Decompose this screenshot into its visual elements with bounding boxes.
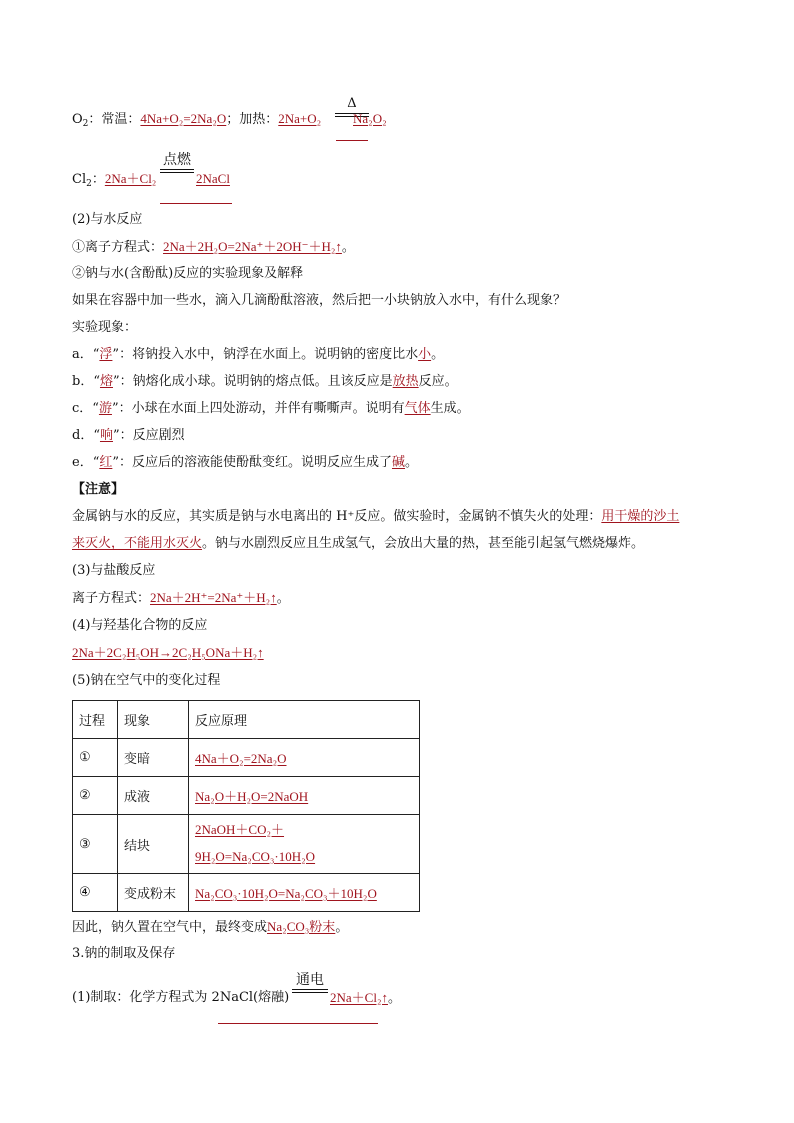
phenomenon-cell: 成液: [118, 777, 189, 815]
hydroxyl-reaction-title: (4)与羟基化合物的反应: [72, 618, 208, 633]
delta-symbol: Δ: [347, 96, 357, 111]
step-cell: ③: [73, 815, 118, 874]
note-line-2: 来灭火，不能用水灭火。钠与水剧烈反应且生成氢气，会放出大量的热，甚至能引起氢气燃烧爆炸。: [72, 536, 645, 551]
preparation-title: 3.钠的制取及保存: [72, 946, 176, 961]
o2-heat-equation-left: 2Na+O₂: [278, 111, 322, 126]
ion-equation-line: ①离子方程式：2Na＋2H₂O=2Na⁺＋2OH⁻＋H₂↑。: [72, 239, 355, 255]
o2-line: $O_2$：常温：4Na+O₂=2Na₂O；加热：2Na+O₂: [72, 111, 322, 129]
hydroxyl-equation: 2Na＋2C₂H₅OH→2C₂H₅ONa＋H₂↑: [72, 645, 264, 660]
table-row: [73, 874, 420, 912]
reaction-cell: Na₂O＋H₂O=2NaOH: [189, 777, 420, 815]
cl2-product: 2NaCl: [196, 171, 230, 186]
table-row: [73, 739, 420, 777]
conclusion-line: 因此，钠久置在空气中，最终变成Na₂CO₃粉末。: [72, 919, 349, 935]
answer-blank-rule: [336, 140, 368, 141]
phenomenon-cell: 变成粉末: [118, 874, 189, 912]
note-heading: 【注意】: [72, 482, 125, 497]
o2-room-temp-equation: 4Na+O₂=2Na₂O: [140, 111, 227, 126]
preparation-line: (1)制取：化学方程式为 2NaCl(熔融): [72, 990, 290, 1005]
answer-blank-rule: [218, 1023, 378, 1024]
preparation-product: 2Na＋Cl₂↑。: [330, 990, 401, 1006]
phenomenon-float: a．“浮”：将钠投入水中，钠浮在水面上。说明钠的密度比水小。: [72, 347, 445, 362]
hydroxyl-equation-line: [72, 644, 264, 663]
reaction-cell: 2NaOH＋CO₂＋ 9H₂O=Na₂CO₃·10H₂O: [189, 815, 420, 874]
cl2-equation-left: 2Na＋Cl₂: [104, 171, 157, 186]
ignite-condition: 点燃: [160, 152, 194, 173]
electrolysis-condition: 通电: [292, 972, 328, 993]
conclusion-answer: Na₂CO₃粉末: [267, 919, 336, 934]
step-cell: ④: [73, 874, 118, 912]
hcl-ion-equation-line: 离子方程式：2Na＋2H⁺=2Na⁺＋H₂↑。: [72, 590, 290, 606]
experiment-title: ②钠与水(含酚酞)反应的实验现象及解释: [72, 266, 304, 281]
question-text: 如果在容器中加一些水，滴入几滴酚酞溶液，然后把一小块钠放入水中，有什么现象？: [72, 293, 567, 308]
phenomenon-melt: b．“熔”：钠熔化成小球。说明钠的熔点低。且该反应是放热反应。: [72, 374, 458, 389]
table-row: [73, 815, 420, 874]
header-phenomenon: 现象: [118, 701, 189, 739]
phenomena-label: 实验现象：: [72, 320, 138, 335]
answer-blank-rule: [160, 203, 232, 204]
hcl-reaction-title: (3)与盐酸反应: [72, 563, 156, 578]
table-row: [73, 777, 420, 815]
note-line-1: 金属钠与水的反应，其实质是钠与水电离出的 H⁺反应。做实验时，金属钠不慎失火的处理：用干燥的沙土: [72, 509, 680, 524]
reaction-cell: Na₂CO₃·10H₂O=Na₂CO₃＋10H₂O: [189, 874, 420, 912]
hcl-ion-equation: 2Na＋2H⁺=2Na⁺＋H₂↑: [150, 590, 277, 605]
air-change-title: (5)钠在空气中的变化过程: [72, 673, 221, 688]
phenomenon-red: e．“红”：反应后的溶液能使酚酞变红。说明反应生成了碱。: [72, 455, 419, 470]
o2-heat-product: Na₂O₂: [353, 111, 387, 126]
phenomenon-sound: d．“响”：反应剧烈: [72, 428, 185, 443]
phenomenon-cell: 结块: [118, 815, 189, 874]
water-reaction-title: (2)与水反应: [72, 212, 143, 227]
cl2-line: $Cl_2$：2Na＋Cl₂: [72, 171, 157, 189]
ion-equation: 2Na＋2H₂O=2Na⁺＋2OH⁻＋H₂↑: [163, 239, 342, 254]
phenomenon-swim: c．“游”：小球在水面上四处游动，并伴有嘶嘶声。说明有气体生成。: [72, 401, 470, 416]
air-change-table: [72, 700, 420, 912]
phenomenon-cell: 变暗: [118, 739, 189, 777]
table-header-row: [73, 701, 420, 739]
header-process: 过程: [73, 701, 118, 739]
step-cell: ②: [73, 777, 118, 815]
reaction-cell: 4Na＋O₂=2Na₂O: [189, 739, 420, 777]
header-principle: 反应原理: [189, 701, 420, 739]
step-cell: ①: [73, 739, 118, 777]
